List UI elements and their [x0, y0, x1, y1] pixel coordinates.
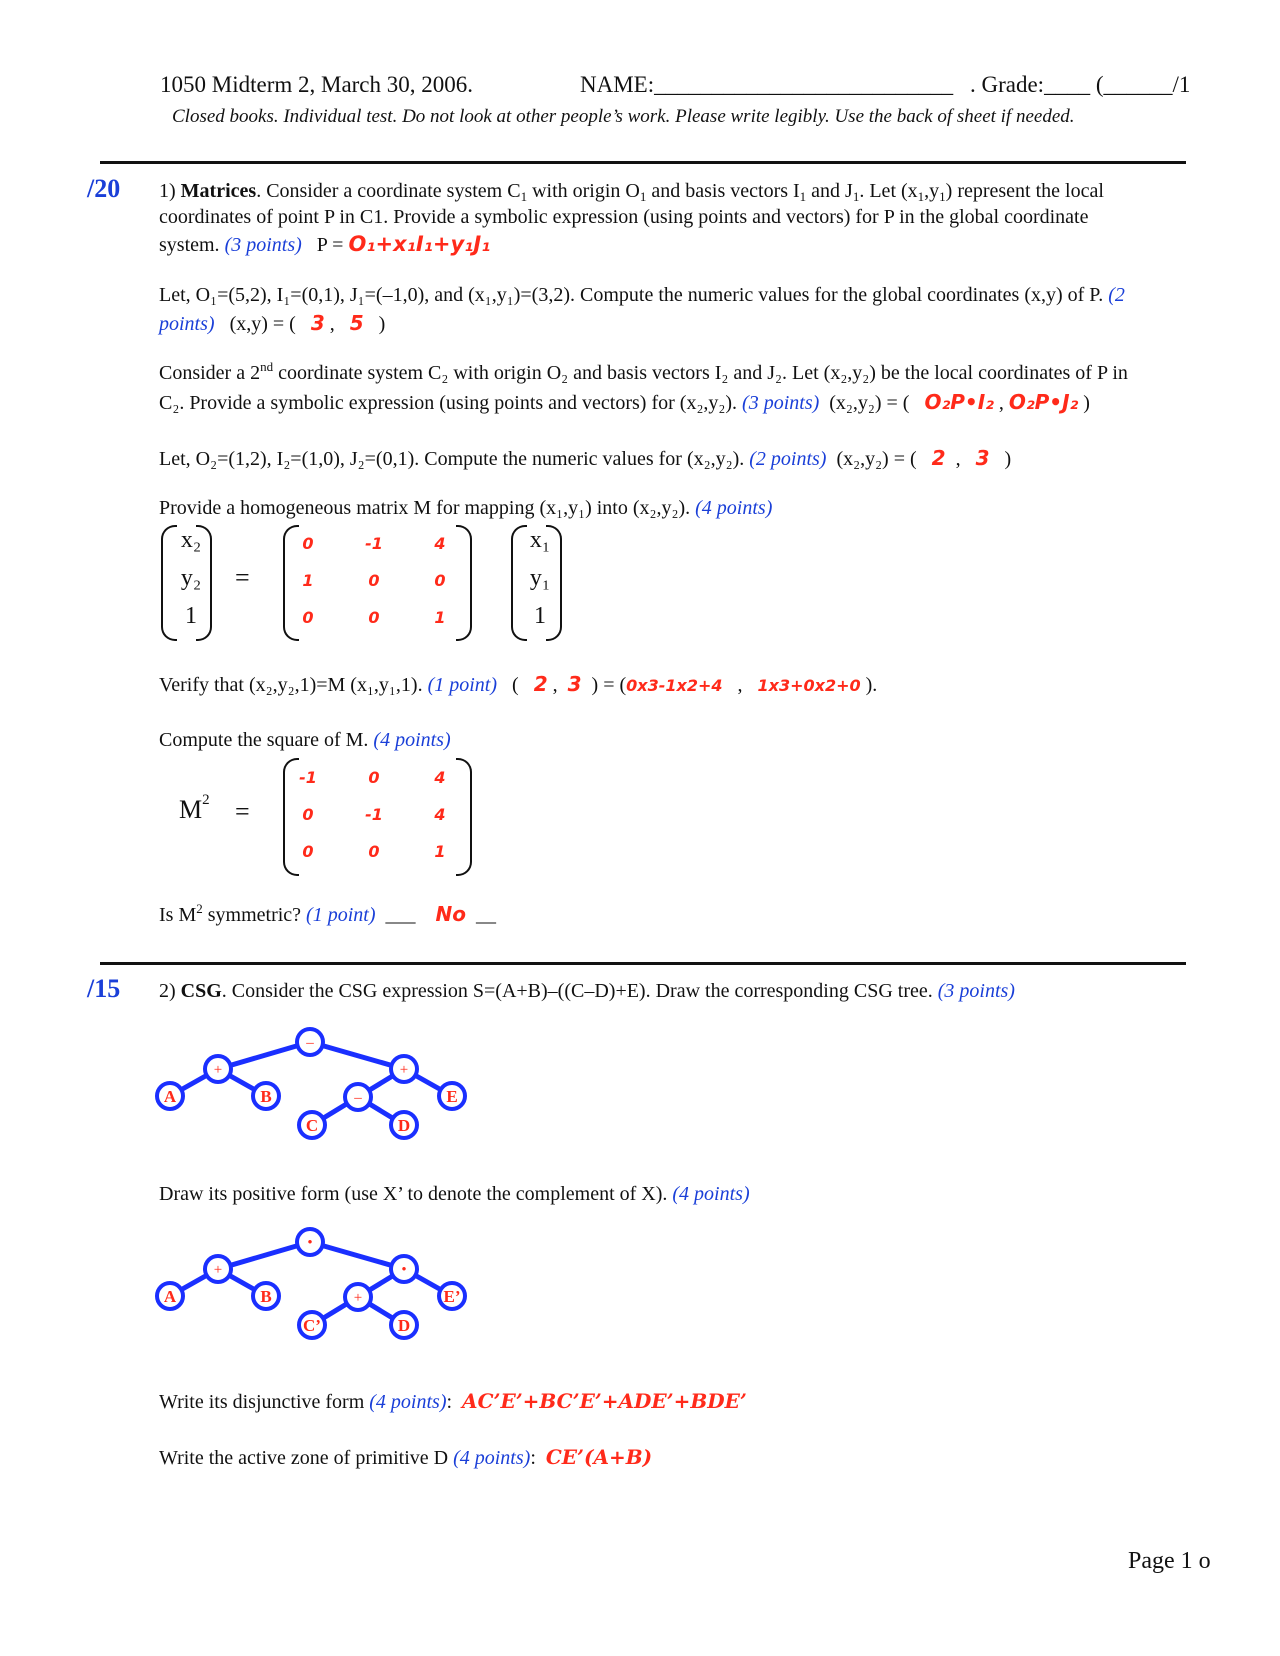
matrixM2-cell-0-1: 0 [368, 768, 380, 787]
q1-part4: Let, O₂=(1,2), I₂=(1,0), J₂=(0,1). Compute the numeric values for (x₂,y₂). (2 points) (x₂,y₂) = ( 2 , 3 ) [159, 446, 1012, 470]
matrixM-cell-1-1: 0 [368, 571, 380, 590]
tree2-label-left_op: + [213, 1262, 223, 1278]
tree1-label-D: D [397, 1116, 411, 1135]
grade-label: . Grade:____ (______/1 [970, 72, 1191, 97]
tree2-label-C: C’ [303, 1316, 321, 1335]
q1-line3: system. (3 points) P = O₁+x₁I₁+y₁J₁ [159, 232, 491, 256]
tree1-label-E: E [446, 1087, 458, 1106]
tree2-label-D: D [397, 1316, 411, 1335]
instructions: Closed books. Individual test. Do not look at other people’s work. Please write legibly. Use the back of sheet if needed. [172, 106, 1075, 127]
equals-2: = [235, 797, 250, 826]
matrixM2-cell-0-2: 4 [434, 768, 446, 787]
m2-label: $M^2$ [179, 792, 210, 824]
q1-part2-line2: points) (x,y) = ( 3 , 5 ) [159, 311, 386, 335]
matrixM-cell-2-2: 1 [434, 608, 446, 627]
q2-part3: Write its disjunctive form (4 points): AC’E’+BC’E’+ADE’+BDE’ [159, 1389, 747, 1413]
tree1-label-left_op: + [213, 1062, 223, 1078]
vec-right-1: y₁ [529, 565, 551, 591]
matrixM-cell-1-0: 1 [302, 571, 314, 590]
disjunctive-answer: AC’E’+BC’E’+ADE’+BDE’ [462, 1389, 747, 1413]
matrixM2-cell-2-1: 0 [368, 842, 380, 861]
tree2-label-root: • [307, 1235, 313, 1251]
matrixM-cell-2-0: 0 [302, 608, 314, 627]
q1-line2: coordinates of point P in C1. Provide a symbolic expression (using points and vectors) for P in the global coordinate [159, 206, 1089, 228]
matrixM2-cell-2-2: 1 [434, 842, 446, 861]
matrixM-cell-2-1: 0 [368, 608, 380, 627]
matrixM2-cell-2-0: 0 [302, 842, 314, 861]
active-zone-answer: CE’(A+B) [545, 1445, 653, 1469]
vec-left-2: 1 [185, 603, 197, 629]
name-label: NAME:__________________________ [580, 72, 954, 97]
tree1-label-C: C [305, 1116, 319, 1135]
q2-part4: Write the active zone of primitive D (4 points): CE’(A+B) [159, 1445, 653, 1469]
q1-part3-line1: Consider a 2nd coordinate system C₂ with origin O₂ and basis vectors I₂ and J₂. Let (x₂,y₂) be the local coordinates of P in [159, 359, 1128, 384]
q2-line1: 2) CSG. Consider the CSG expression S=(A+B)–((C–D)+E). Draw the corresponding CSG tree. (3 points) [159, 980, 1015, 1002]
q1-part8: Is $M^2$ symmetric? (1 point) ___ No __ [159, 901, 496, 926]
vec-left-0: x₂ [180, 527, 202, 553]
q1-part2-line1: Let, O₁=(5,2), I₁=(0,1), J₁=(–1,0), and (x₁,y₁)=(3,2). Compute the numeric values for the global coordinates (x,y) of P. (2 [159, 284, 1125, 306]
q1-x-answer: 3 [310, 311, 325, 335]
matrixM-cell-0-0: 0 [302, 534, 314, 553]
q1-part5: Provide a homogeneous matrix M for mapping (x₁,y₁) into (x₂,y₂). (4 points) [159, 497, 773, 519]
tree1-label-B: B [260, 1087, 272, 1106]
name-blank[interactable]: __________________________ [654, 72, 954, 97]
matrixM2-cell-1-0: 0 [302, 805, 314, 824]
equals-1: = [235, 563, 250, 592]
tree2-label-B: B [260, 1287, 272, 1306]
q1-score: /20 [87, 174, 121, 203]
q2-part2: Draw its positive form (use X’ to denote the complement of X). (4 points) [159, 1183, 750, 1205]
matrixM-cell-0-1: -1 [365, 534, 383, 553]
tree1-label-root: – [306, 1035, 314, 1051]
vec-right-2: 1 [534, 603, 546, 629]
q1-line1: 1) Matrices. Consider a coordinate system $C_1$ with origin $O_1$ and basis vectors $I_1$ and $J_1$. Let $(x_1,y_1)$ represent the local [159, 180, 1104, 204]
page-number: Page 1 o [1128, 1548, 1211, 1574]
q1-y2-symbolic: O₂P•J₂ [1008, 390, 1079, 414]
tree2-label-right_op: • [401, 1262, 407, 1278]
symmetric-answer: No [435, 902, 466, 926]
matrixM2-cell-1-1: -1 [365, 805, 383, 824]
q2-score: /15 [87, 974, 121, 1003]
matrixM2-cell-1-2: 4 [434, 805, 446, 824]
q1-part7: Compute the square of M. (4 points) [159, 729, 451, 751]
tree1-label-inner_op: – [354, 1090, 362, 1106]
matrixM2-cell-0-0: -1 [299, 768, 317, 787]
matrixM-cell-1-2: 0 [434, 571, 446, 590]
q1-p-answer: O₁+x₁I₁+y₁J₁ [348, 232, 491, 256]
q1-x2-symbolic: O₂P•I₂ [924, 390, 994, 414]
vec-right-0: x₁ [529, 527, 551, 553]
tree1-label-right_op: + [399, 1062, 409, 1078]
matrixM-cell-0-2: 4 [434, 534, 446, 553]
q1-y-answer: 5 [349, 311, 364, 335]
tree2-label-A: A [163, 1287, 177, 1306]
exam-title: 1050 Midterm 2, March 30, 2006. [160, 72, 474, 97]
grade-blank[interactable]: ____ (______/1 [1044, 72, 1191, 97]
tree2-label-E: E’ [443, 1287, 461, 1306]
q1-part3-line2: C₂. Provide a symbolic expression (using points and vectors) for (x₂,y₂). (3 points) (x₂,y₂) = ( O₂P•I₂ , O₂P•J₂ ) [159, 390, 1090, 414]
tree2-label-inner_op: + [353, 1290, 363, 1306]
tree1-label-A: A [163, 1087, 177, 1106]
vec-left-1: y₂ [180, 565, 202, 591]
q1-part6: Verify that (x₂,y₂,1)=M (x₁,y₁,1). (1 point) ( 2 , 3 ) = (0x3-1x2+4 , 1x3+0x2+0 ). [159, 672, 878, 696]
